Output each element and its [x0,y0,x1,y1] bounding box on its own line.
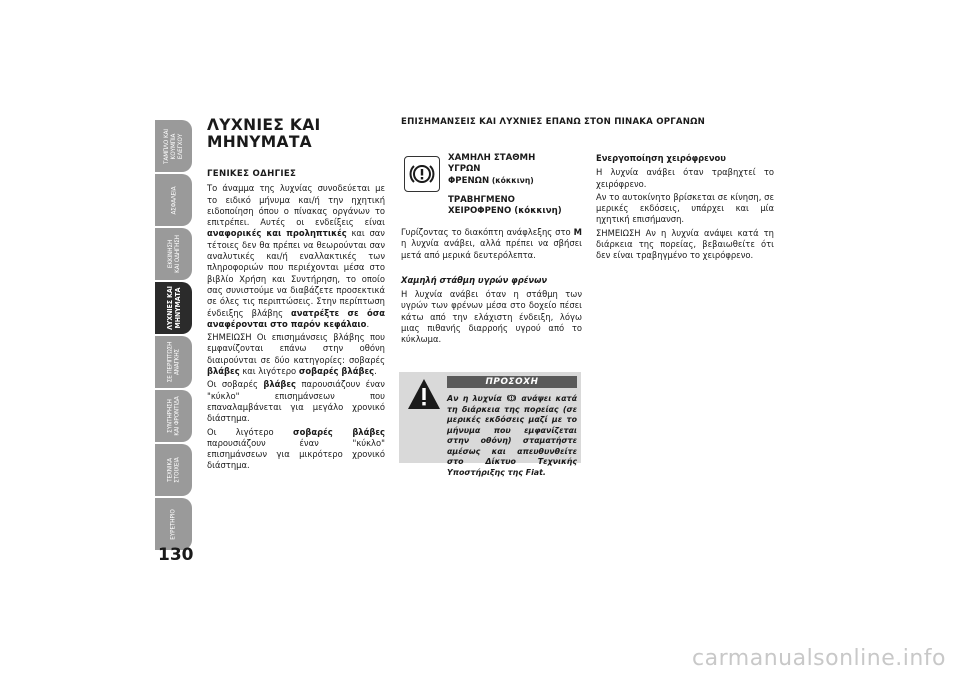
tab-label: ΤΑΜΠΛΟ ΚΑΙ ΚΟΥΜΠΙΑ ΕΛΕΓΧΟΥ [163,128,184,164]
tab-label: ΣΕ ΠΕΡΙΠΤΩΣΗ ΑΝΑΓΚΗΣ [166,341,181,383]
tab-lights-messages[interactable] [155,282,192,334]
tab-maintenance[interactable] [155,390,192,442]
tab-label: ΤΕΧΝΙΚΑ ΣΤΟΙΧΕΙΑ [166,457,181,483]
section-title: ΕΠΙΣΗΜΑΝΣΕΙΣ ΚΑΙ ΛΥΧΝΙΕΣ ΕΠΑΝΩ ΣΤΟΝ ΠΙΝΑΚΑ ΟΡΓΑΝΩΝ [401,117,706,127]
tab-safety[interactable] [155,174,192,226]
watermark: carmanualsonline.info [692,646,946,671]
section-header [401,117,791,146]
tab-label: ΣΥΝΤΗΡΗΣΗ ΚΑΙ ΦΡΟΝΤΙΔΑ [166,396,181,436]
general-instructions-heading: ΓΕΝΙΚΕΣ ΟΔΗΓΙΕΣ [207,169,297,179]
left-column [207,117,385,474]
caution-text: Αν η λυχνία ανάψει κατά τη διάρκεια της πορείας (σε μερικές εκδόσεις μαζί με το μήνυμα που εμφανίζεται στην οθόνη) σταματήστε αμέσως και απευθυνθείτε στο Δίκτυο Τεχνικής Υποστήριξης της Fiat. [447,394,577,477]
handbrake-paragraph-2: Αν το αυτοκίνητο βρίσκεται σε κίνηση, σε μερικές εκδόσεις, υπάρχει και μία ηχητική επισήμανση. [596,191,774,225]
paragraph-intro: Το άναμμα της λυχνίας συνοδεύεται με το ειδικό μήνυμα και/ή την ηχητική ειδοποίηση όπου ο πίνακας οργάνων το επιτρέπει. Αυτές οι ενδείξεις είναι αναφορικές και προληπτικές και σαν τέτοιες δεν θα πρέπει να θεωρούνται σαν αναλυτικές και/ή εναλλακτικές των πληροφοριών που περιέχονται μέσα στο βιβλίο Χρήση και Συντήρηση, το οποίο σας συνιστούμε να διαβάζετε προσεκτικά σε όλες τις περιπτώσεις. Στην περίπτωση ένδειξης βλάβης ανατρέξτε σε όσα αναφέρονται στο παρόν κεφάλαιο. [207,183,385,329]
tab-index[interactable] [155,498,192,550]
tab-label: ΕΥΡΕΤΗΡΙΟ [170,508,177,540]
ignition-paragraph: Γυρίζοντας το διακόπτη ανάφλεξης στο M η λυχνία ανάβει, αλλά πρέπει να σβήσει μετά από μερικά δευτερόλεπτα. [401,227,582,260]
paragraph-note: ΣΗΜΕΙΩΣΗ Οι επισημάνσεις βλάβης που εμφανίζονται επάνω στην οθόνη διαιρούνται σε δύο κατηγορίες: σοβαρές βλάβες και λιγότερο σοβαρές βλάβες. [207,332,385,377]
caution-box [399,372,581,477]
caution-heading: ΠΡΟΣΟΧΗ [447,376,577,388]
brake-lamp-inline-icon [506,393,517,403]
handbrake-activation-heading: Ενεργοποίηση χειρόφρενου [596,153,726,163]
tab-starting-driving[interactable] [155,228,192,280]
tab-dashboard[interactable] [155,120,192,172]
paragraph-serious: Οι σοβαρές βλάβες παρουσιάζουν έναν "κύκλο" επισημάνσεων που επαναλαμβάνεται για μεγάλο χρονικό διάστημα. [207,379,385,424]
tab-label: ΕΚΚΙΝΗΣΗ ΚΑΙ ΟΔΗΓΗΣΗ [166,235,181,273]
brake-warning-lamp-icon [404,156,440,192]
page-number: 130 [158,545,194,565]
handbrake-title: ΤΡΑΒΗΓΜΕΝΟ ΧΕΙΡΟΦΡΕΝΟ (κόκκινη) [448,195,562,216]
low-brake-fluid-title: ΧΑΜΗΛΗ ΣΤΑΘΜΗ ΥΓΡΩΝ ΦΡΕΝΩΝ (κόκκινη) [448,153,536,186]
handbrake-paragraph-1: Η λυχνία ανάβει όταν τραβηχτεί το χειρόφρενο. [596,167,774,189]
low-brake-fluid-paragraph: Η λυχνία ανάβει όταν η στάθμη των υγρών των φρένων μέσα στο δοχείο πέσει κάτω από την ελάχιστη ένδειξη, λόγω μιας πιθανής διαρροής υγρού από το κύκλωμα. [401,289,582,345]
page-title: ΛΥΧΝΙΕΣ ΚΑΙ ΜΗΝΥΜΑΤΑ [207,116,321,151]
brake-lamp-description [401,227,582,348]
tab-emergency[interactable] [155,336,192,388]
right-column [596,153,774,264]
tab-label: ΛΥΧΝΙΕΣ ΚΑΙ ΜΗΝΥΜΑΤΑ [165,286,182,330]
paragraph-minor: Οι λιγότερο σοβαρές βλάβες παρουσιάζουν έναν "κύκλο" επισημάνσεων για μικρότερο χρονικό διάστημα. [207,426,385,471]
low-brake-fluid-heading: Χαμηλή στάθμη υγρών φρένων [401,274,548,285]
handbrake-note: ΣΗΜΕΙΩΣΗ Αν η λυχνία ανάψει κατά τη διάρκεια της πορείας, βεβαιωθείτε ότι δεν είναι τραβηγμένο το χειρόφρενο. [596,227,774,261]
tab-label: ΑΣΦΑΛΕΙΑ [169,186,177,214]
tab-technical-data[interactable] [155,444,192,496]
